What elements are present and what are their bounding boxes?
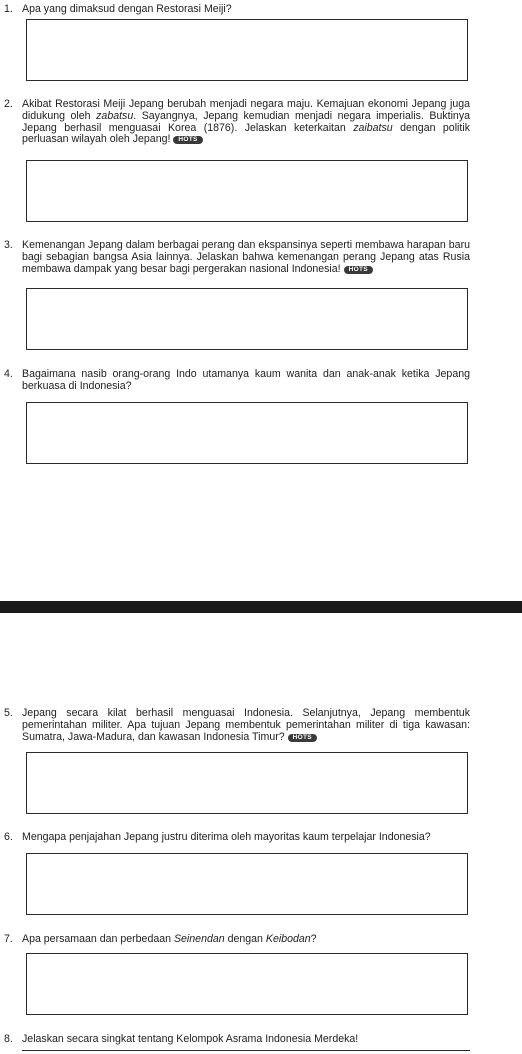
question-number: 2. xyxy=(4,98,13,110)
question-text: Jelaskan secara singkat tentang Kelompok Asrama Indonesia Merdeka! xyxy=(22,1033,359,1045)
answer-box-8-edge[interactable] xyxy=(22,1050,470,1051)
question-1 xyxy=(4,4,470,16)
answer-box-3[interactable] xyxy=(26,288,468,350)
question-5 xyxy=(4,708,470,743)
question-text: Kemenangan Jepang dalam berbagai perang dan ekspansinya seperti membawa harapan baru bagi sebagian bangsa Asia lainnya. Jelaskan bahwa kemenangan perang Jepang atas Rusia membawa dampak yang besar bagi pergerakan nasional Indonesia! HOTS xyxy=(22,239,470,275)
question-text: Apa yang dimaksud dengan Restorasi Meiji? xyxy=(22,3,232,15)
answer-box-6[interactable] xyxy=(26,853,468,915)
answer-box-7[interactable] xyxy=(26,953,468,1015)
hots-badge: HOTS xyxy=(344,266,373,274)
question-text: Akibat Restorasi Meiji Jepang berubah menjadi negara maju. Kemajuan ekonomi Jepang juga didukung oleh zabatsu. Sayangnya, Jepang kemudian menjadi negara imperialis. Buktinya Jepang berhasil menguasai Korea (1876). Jelaskan keterkaitan zaibatsu dengan politik perluasan wilayah oleh Jepang! HOTS xyxy=(22,98,471,146)
answer-box-2[interactable] xyxy=(26,160,468,222)
hots-badge: HOTS xyxy=(173,136,202,144)
question-number: 4. xyxy=(4,368,13,380)
question-text: Apa persamaan dan perbedaan Seinendan dengan Keibodan? xyxy=(22,933,317,945)
hots-badge: HOTS xyxy=(288,734,317,742)
question-6 xyxy=(4,832,470,844)
question-3 xyxy=(4,240,470,275)
question-8 xyxy=(4,1034,470,1046)
question-number: 3. xyxy=(4,239,13,251)
answer-box-1[interactable] xyxy=(26,19,468,81)
page-divider xyxy=(0,601,522,613)
question-number: 5. xyxy=(4,707,13,719)
answer-box-4[interactable] xyxy=(26,402,468,464)
question-number: 1. xyxy=(4,3,13,15)
question-7 xyxy=(4,934,470,946)
question-text: Jepang secara kilat berhasil menguasai Indonesia. Selanjutnya, Jepang membentuk pemerintahan militer. Apa tujuan Jepang membentuk pemerintahan militer di tiga kawasan: Sumatra, Jawa-Madura, dan kawasan Indonesia Timur? HOTS xyxy=(22,707,470,743)
question-number: 7. xyxy=(4,933,13,945)
question-text: Bagaimana nasib orang-orang Indo utamanya kaum wanita dan anak-anak ketika Jepang berkuasa di Indonesia? xyxy=(22,368,470,392)
question-2 xyxy=(4,99,470,146)
question-text: Mengapa penjajahan Jepang justru diterima oleh mayoritas kaum terpelajar Indonesia? xyxy=(22,831,431,843)
question-number: 8. xyxy=(4,1033,13,1045)
answer-box-5[interactable] xyxy=(26,752,468,814)
question-number: 6. xyxy=(4,831,13,843)
question-4 xyxy=(4,369,470,393)
